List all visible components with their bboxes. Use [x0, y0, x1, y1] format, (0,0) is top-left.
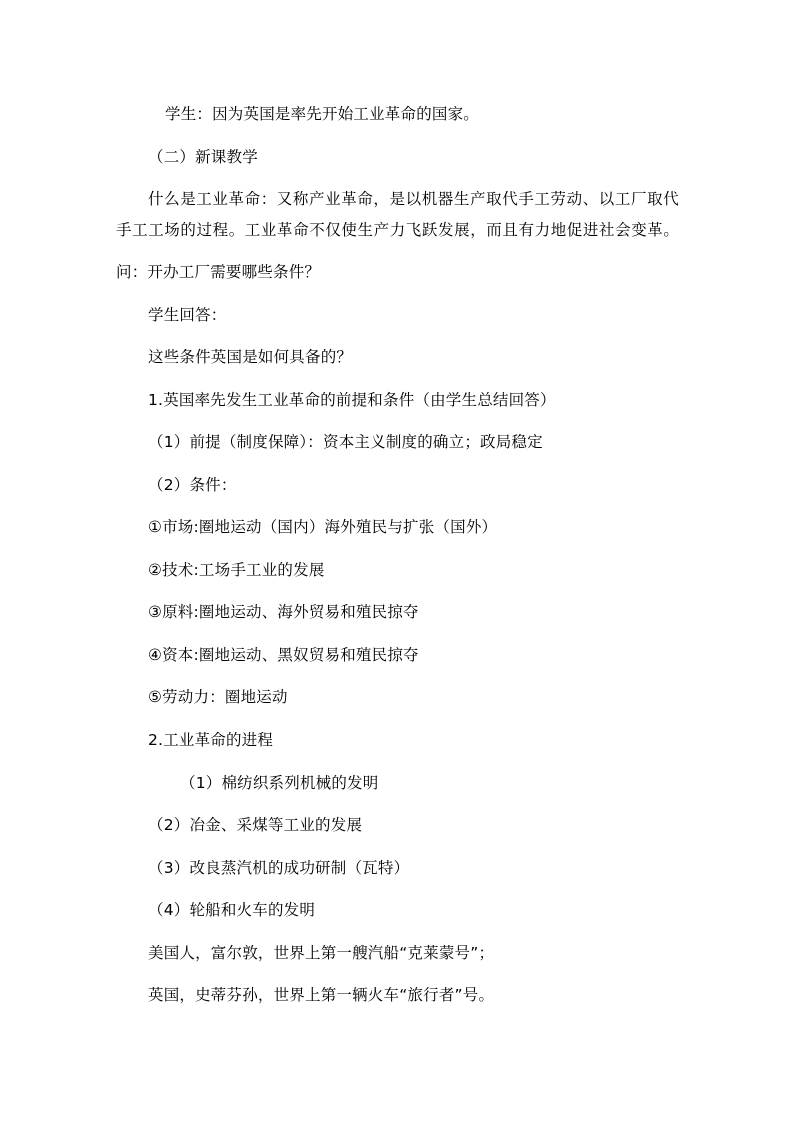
- item-conditions-label: （2）条件：: [148, 476, 237, 494]
- section-heading-new-lesson: （二）新课教学: [148, 148, 258, 166]
- item-premise: （1）前提（制度保障）：资本主义制度的确立；政局稳定: [148, 433, 543, 451]
- process-item-steamship-locomotive: （4）轮船和火车的发明: [148, 901, 316, 919]
- condition-raw-materials: ③原料:圈地运动、海外贸易和殖民掠夺: [148, 603, 419, 621]
- heading-premise-and-conditions: 1.英国率先发生工业革命的前提和条件（由学生总结回答）: [148, 391, 556, 409]
- student-answer-label: 学生回答：: [148, 306, 227, 324]
- fact-fulton-steamship: 美国人，富尔敦，世界上第一艘汽船“克莱蒙号”；: [148, 944, 495, 962]
- process-item-steam-engine: （3）改良蒸汽机的成功研制（瓦特）: [148, 859, 410, 877]
- condition-labor: ⑤劳动力：圈地运动: [148, 688, 288, 706]
- process-item-cotton-machinery: （1）棉纺织系列机械的发明: [180, 774, 379, 792]
- heading-revolution-process: 2.工业革命的进程: [148, 731, 274, 749]
- process-item-metallurgy-mining: （2）冶金、采煤等工业的发展: [148, 816, 363, 834]
- question-britain-conditions: 这些条件英国是如何具备的？: [148, 348, 353, 366]
- question-factory-conditions: 问：开办工厂需要哪些条件？: [116, 263, 321, 281]
- condition-market: ①市场:圈地运动（国内）海外殖民与扩张（国外）: [148, 518, 498, 536]
- paragraph-definition-line-1: 什么是工业革命：又称产业革命，是以机器生产取代手工劳动、以工厂取代: [148, 190, 680, 208]
- paragraph-student-answer-britain: 学生：因为英国是率先开始工业革命的国家。: [165, 105, 480, 123]
- paragraph-definition-line-2: 手工工场的过程。工业革命不仅使生产力飞跃发展，而且有力地促进社会变革。: [116, 221, 680, 239]
- fact-stephenson-locomotive: 英国，史蒂芬孙，世界上第一辆火车“旅行者”号。: [148, 986, 495, 1004]
- condition-technology: ②技术:工场手工业的发展: [148, 561, 325, 579]
- condition-capital: ④资本:圈地运动、黑奴贸易和殖民掠夺: [148, 646, 419, 664]
